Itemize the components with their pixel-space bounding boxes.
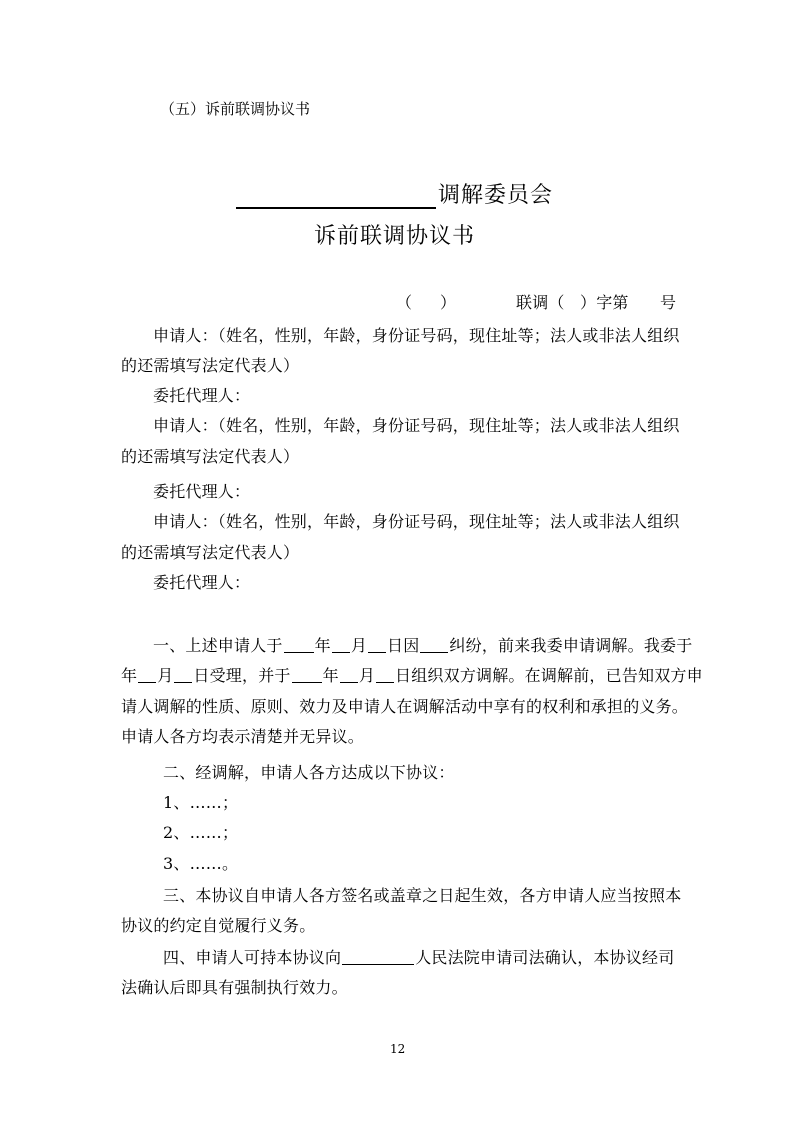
applicant-3-line2: 的还需填写法定代表人） [121,543,300,562]
section-heading: （五）诉前联调协议书 [160,100,311,118]
clause-2-item-2: 2、……； [163,823,239,842]
agent-1: 委托代理人： [153,386,251,405]
agent-2: 委托代理人： [153,482,251,501]
day-blank [368,651,386,653]
month-blank [138,681,156,683]
ref-paren-open: （ [396,293,413,312]
page-number: 12 [390,1042,406,1056]
clause-3-line1: 三、本协议自申请人各方签名或盖章之日起生效，各方申请人应当按照本 [163,886,682,905]
clause-4-line2: 法确认后即具有强制执行效力。 [121,978,348,997]
day-blank [174,681,192,683]
clause-1-line4: 申请人各方均表示清楚并无异议。 [121,727,365,746]
committee-title [236,178,553,209]
applicant-3-line1: 申请人：（姓名，性别，年龄，身份证号码，现住址等；法人或非法人组织 [153,512,680,531]
committee-name-blank [236,185,436,209]
day-blank [376,681,394,683]
year-blank [292,681,322,683]
document-title: 诉前联调协议书 [314,224,476,249]
clause-2-heading: 二、经调解，申请人各方达成以下协议： [163,763,455,782]
ref-liantiao: 联调（ [516,293,565,312]
clause-4-line1: 四、申请人可持本协议向 人民法院申请司法确认，本协议经司 [163,948,675,967]
dispute-blank [420,651,448,653]
applicant-1-line2: 的还需填写法定代表人） [121,356,300,375]
clause-3-line2: 协议的约定自觉履行义务。 [121,916,316,935]
applicant-1-line1: 申请人：（姓名，性别，年龄，身份证号码，现住址等；法人或非法人组织 [153,326,680,345]
ref-hao: 号 [660,293,677,312]
applicant-2-line1: 申请人：（姓名，性别，年龄，身份证号码，现住址等；法人或非法人组织 [153,416,680,435]
clause-2-item-1: 1、……； [163,793,239,812]
applicant-2-line2: 的还需填写法定代表人） [121,447,300,466]
committee-label: 调解委员会 [438,183,554,208]
ref-zidi: ）字第 [580,293,629,312]
year-blank [284,651,314,653]
clause-2-item-3: 3、……。 [163,854,239,873]
ref-paren-close: ） [440,293,457,312]
month-blank [332,651,350,653]
clause-1-line3: 请人调解的性质、原则、效力及申请人在调解活动中享有的权利和承担的义务。 [121,697,689,716]
court-name-blank [342,963,414,965]
clause-1-line2: 年 月 日受理，并于 年 月 日组织双方调解。在调解前，已告知双方申 [121,666,703,685]
clause-1-line1: 一、上述申请人于 年 月 日因 纠纷，前来我委申请调解。我委于 [153,636,693,655]
agent-3: 委托代理人： [153,573,251,592]
month-blank [340,681,358,683]
